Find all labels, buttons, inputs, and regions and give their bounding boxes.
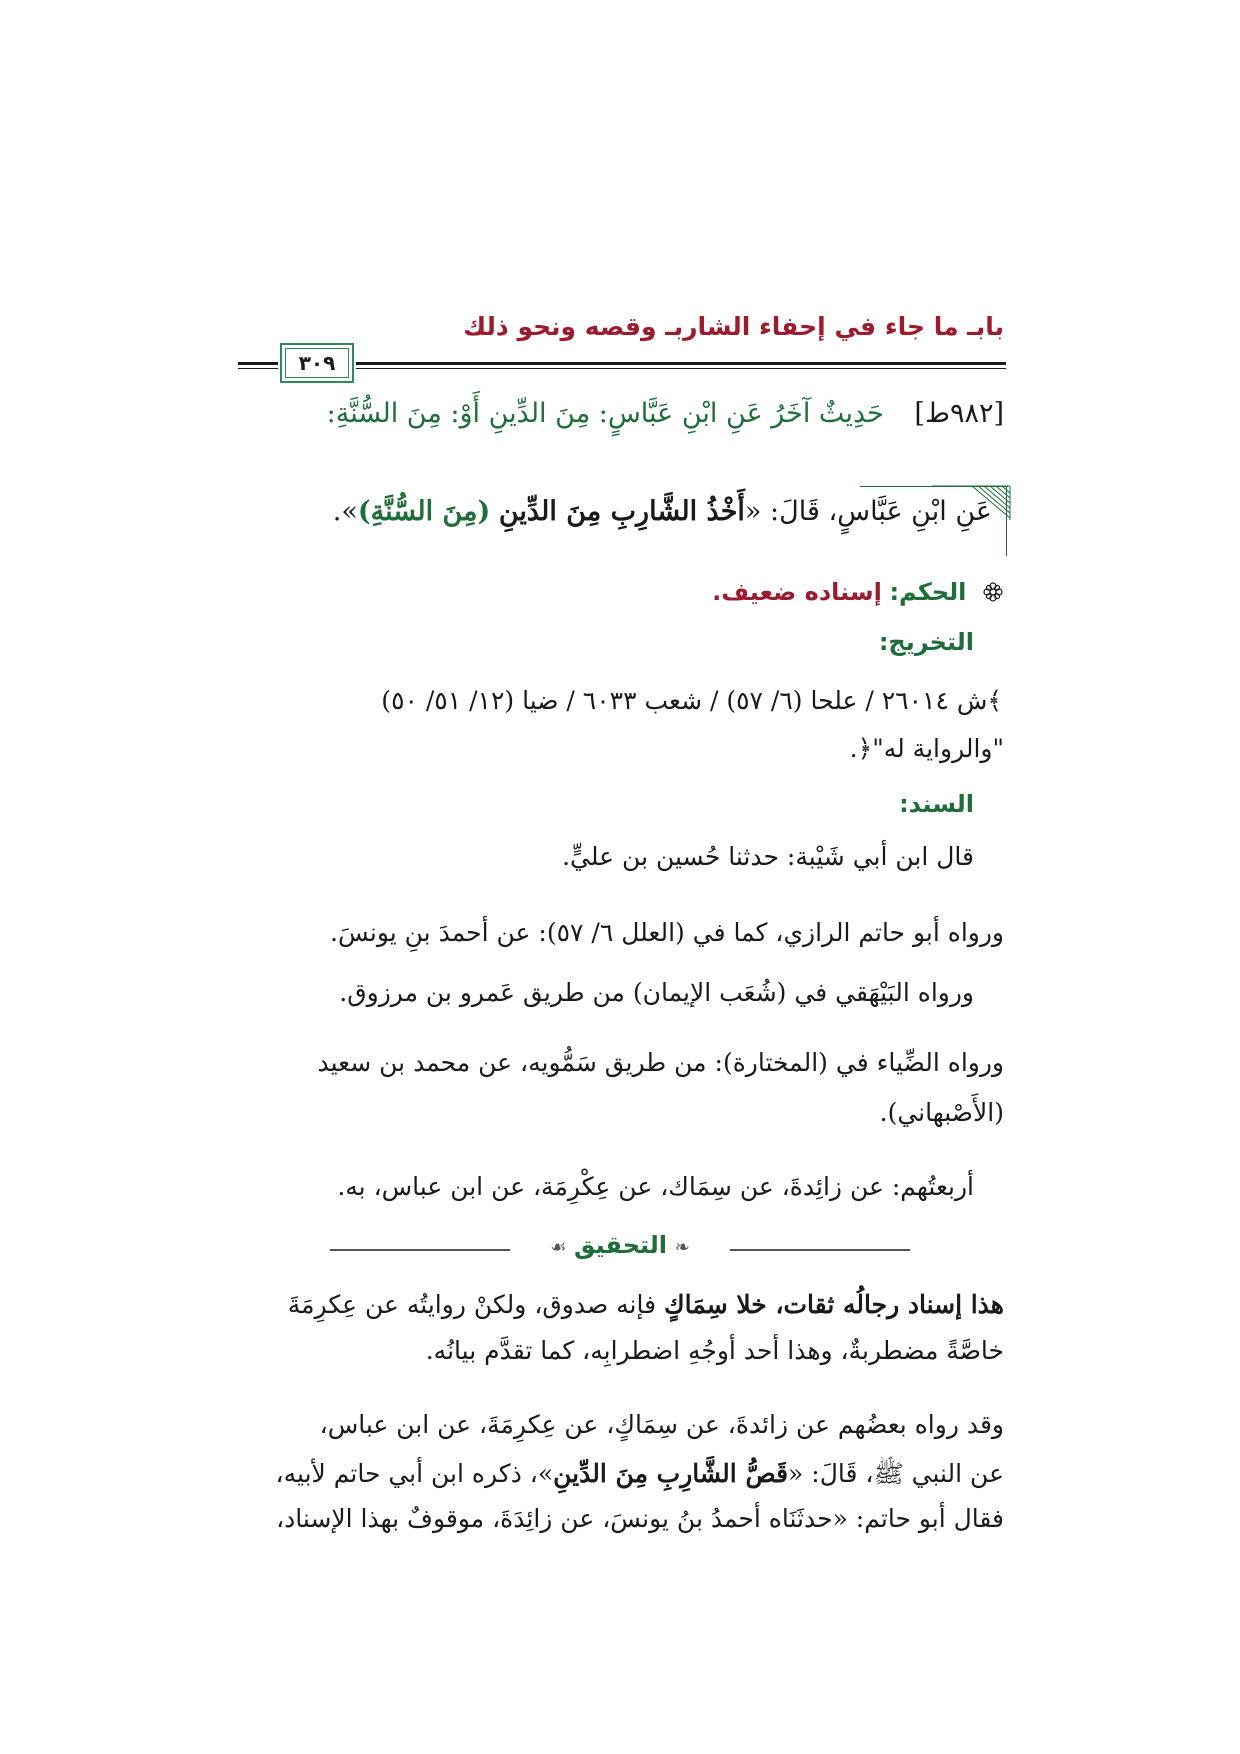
tahqiq-p2-suffix: »، ذكره ابن أبي حاتم لأبيه، [275, 1459, 554, 1488]
matn-bold-text: أَخْذُ الشَّارِبِ مِنَ الدِّينِ [498, 496, 745, 527]
tahqiq-label: التحقيق [574, 1231, 668, 1259]
matn-prefix: عَنِ ابْنِ عَبَّاسٍ، قَالَ: « [744, 496, 992, 527]
sanad-line-4: ورواه الضِّياء في (المختارة): من طريق سَمُّويه، عن محمد بن سعيد [317, 1048, 1004, 1077]
ornament-icon: ☙ [550, 1237, 567, 1258]
hukm-value: إسناده ضعيف. [712, 578, 882, 606]
hadith-title: حَدِيثٌ آخَرُ عَنِ ابْنِ عَبَّاسٍ: مِنَ الدِّينِ أَوْ: مِنَ السُّنَّةِ: [326, 398, 884, 429]
tahqiq-p2-line1: وقد رواه بعضُهم عن زائدةَ، عن سِمَاكٍ، عن عِكرِمَةَ، عن ابن عباس، [319, 1410, 1004, 1439]
tahqiq-p2-bold: قَصُّ الشَّارِبِ مِنَ الدِّينِ [553, 1459, 789, 1488]
page-number-frame [280, 343, 354, 383]
sanad-label: السند: [899, 790, 974, 818]
hadith-heading [234, 398, 1004, 429]
tahqiq-p2-line2 [276, 1458, 1004, 1495]
sanad-line-3: ورواه البَيْهَقي في (شُعَب الإيمان) من طريق عَمرو بن مرزوق. [339, 978, 974, 1007]
tahqiq-p2-prefix: عن النبي ﷺ، قَالَ: « [788, 1459, 1004, 1488]
matn-green-text: (مِنَ السُّنَّةِ) [357, 496, 491, 527]
page-number: ٣٠٩ [285, 348, 349, 378]
chapter-title: بابـ ما جاء في إحفاء الشاربـ وقصه ونحو ذلك [463, 312, 1004, 341]
hukm-line [712, 578, 1004, 606]
hukm-label: الحكم: [889, 578, 967, 606]
matn-suffix: ». [332, 496, 358, 527]
takhrij-line-2: "والرواية له"﴿. [849, 734, 1004, 763]
tahqiq-p1-bold: هذا إسناد رجالُه ثقات، خلا سِمَاكٍ [664, 1290, 1004, 1319]
matn-side-rule [1006, 486, 1007, 556]
takhrij-line-1: ﴾ش ٢٦٠١٤ / علحا (٦/ ٥٧) / شعب ٦٠٣٣ / ضيا (١٢/ ٥١/ ٥٠) [381, 686, 1002, 715]
tahqiq-divider [330, 1231, 910, 1267]
sanad-line-2: ورواه أبو حاتم الرازي، كما في (العلل ٦/ ٥٧): عن أحمدَ بنِ يونسَ. [330, 918, 1004, 947]
sanad-line-6: أربعتُهم: عن زائِدةَ، عن سِمَاك، عن عِكْرِمَة، عن ابن عباس، به. [337, 1172, 974, 1201]
takhrij-label: التخريج: [878, 628, 974, 656]
tahqiq-p1-line1 [288, 1290, 1004, 1319]
tahqiq-p2-line3: فقال أبو حاتم: «حدثَنَاه أحمدُ بنُ يونسَ، عن زائِدَةَ، موقوفٌ بهذا الإسناد، [276, 1504, 1004, 1533]
ornament-icon: ❧ [674, 1237, 690, 1258]
sanad-line-5: (الأَصْبهاني). [879, 1098, 1004, 1127]
tahqiq-p1-rest: فإنه صدوق، ولكنْ روايتُه عن عِكرِمَةَ [287, 1290, 665, 1319]
flower-icon [982, 581, 1004, 603]
hadith-number: [٩٨٢ط] [914, 398, 1004, 429]
hadith-matn [333, 496, 992, 527]
sanad-line-1: قال ابن أبي شَيْبة: حدثنا حُسين بن عليٍّ. [562, 842, 974, 871]
tahqiq-p1-line2: خاصَّةً مضطربةٌ، وهذا أحد أوجُهِ اضطرابِه، كما تقدَّم بيانُه. [425, 1336, 1004, 1365]
